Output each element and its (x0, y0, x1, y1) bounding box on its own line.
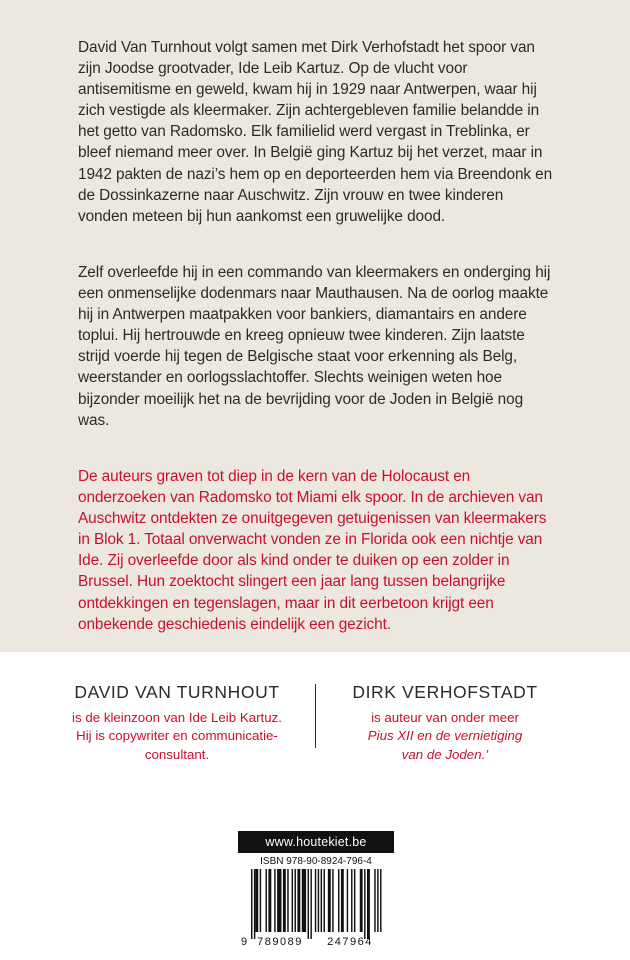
barcode-bar (338, 869, 339, 932)
barcode-bar (266, 869, 267, 932)
barcode-bars (251, 869, 382, 939)
publisher-website-label: www.houtekiet.be (238, 831, 394, 853)
barcode-bar (328, 869, 331, 932)
author-bio-dirk (320, 709, 570, 764)
author-bio-line: consultant. (144, 746, 210, 762)
barcode-bar (274, 869, 275, 932)
author-name-david: DAVID VAN TURNHOUT (74, 682, 280, 702)
barcode-bar (295, 869, 296, 932)
barcode-graphic (238, 869, 394, 949)
barcode-bar (324, 869, 325, 932)
barcode-bar (341, 869, 344, 932)
barcode-bar (297, 869, 300, 932)
author-bio-line (320, 727, 570, 745)
blurb-paragraph-1: David Van Turnhout volgt samen met Dirk Verhofstadt het spoor van zijn Joodse grootvader, Ide Leib Kartuz. Op de vlucht voor antisemitisme en geweld, kwam hij in 1929 naar Antwerpen, waar hij zich vestigde als kleermaker. Zijn achtergebleven familie belandde in het getto van Radomsko. Elk familielid werd vergast in Treblinka, er bleef niemand meer over. In België ging Kartuz bij het verzet, maar in 1942 pakten de nazi’s hem op en deporteerden hem via Breendonk en de Dossinkazerne naar Auschwitz. Zijn vrouw en twee kinderen vonden meteen bij hun aankomst een gruwelijke dood. (78, 39, 553, 225)
isbn-number: ISBN 978-90-8924-796-4 (260, 856, 372, 867)
blurb-paragraph-2: Zelf overleefde hij in een commando van kleermakers en onderging hij een onmenselijke dodenmars naar Mauthausen. Na de oorlog maakte hij in Antwerpen maatpakken voor bankiers, diamantairs en andere toplui. Hij hertrouwde en kreeg opnieuw twee kinderen. Zijn laatste strijd voerde hij tegen de Belgische staat voor erkenning als Belg, weerstander en oorlogsslachtoffer. Slechts weinigen weten hoe bijzonder moeilijk het na de bevrijding voor de Joden in België nog was. (78, 264, 551, 429)
barcode-bar (254, 869, 255, 939)
author-bio-line: is de kleinzoon van Ide Leib Kartuz. (72, 710, 282, 725)
barcode-bar (302, 869, 306, 932)
barcode-bar (255, 869, 258, 932)
barcode-bar (321, 869, 322, 932)
book-title: Pius XII en de vernietiging (367, 728, 523, 744)
author-block-dirk (320, 680, 570, 764)
author-bio-line: is auteur van onder meer (371, 710, 519, 725)
barcode-bar (360, 869, 363, 932)
barcode-bar (354, 869, 355, 932)
barcode-bar (251, 869, 252, 939)
barcode-bar (315, 869, 316, 932)
barcode-bar (347, 869, 348, 932)
author-name-dirk: DIRK VERHOFSTADT (352, 682, 538, 702)
book-title: van de Joden.’ (401, 746, 489, 762)
barcode-bar (367, 869, 370, 939)
barcode-bar (308, 869, 309, 939)
barcode-bar (277, 869, 281, 932)
barcode-left-digits: 789089 (257, 936, 303, 948)
barcode-bar (364, 869, 365, 939)
barcode-bar (268, 869, 271, 932)
barcode-bar (377, 869, 378, 932)
barcode-bar (310, 869, 311, 939)
barcode-bar (260, 869, 261, 932)
barcode-bar (374, 869, 375, 932)
barcode-bar (332, 869, 333, 932)
barcode-right-digits: 247964 (327, 936, 373, 948)
barcode-bar (283, 869, 286, 932)
blurb-paragraph-3: De auteurs graven tot diep in de kern van de Holocaust en onderzoeken van Radomsko tot Miami elk spoor. In de archieven van Auschwitz ontdekten ze onuitgegeven getuigenissen van kleermakers in Blok 1. Totaal onverwacht vonden ze in Florida ook een nichtje van Ide. Zij overleefde door als kind onder te duiken op een zolder in Brussel. Hun zoektocht slingert een jaar lang tussen belangrijke ontdekkingen en tegenslagen, maar in dit eerbetoon krijgt een onbekende geschiedenis eindelijk een gezicht. (78, 468, 547, 633)
author-bio-line: Hij is copywriter en communicatie- (76, 728, 278, 744)
barcode-first-digit: 9 (241, 936, 248, 948)
barcode-bar (318, 869, 319, 932)
author-bio-david (52, 709, 302, 764)
barcode-bar (351, 869, 352, 932)
author-bio-line (320, 746, 570, 764)
author-divider (315, 684, 316, 748)
isbn-barcode-block (238, 853, 394, 950)
author-block-david (52, 680, 302, 764)
barcode-bar (292, 869, 293, 932)
barcode-bar (287, 869, 288, 932)
barcode-bar (380, 869, 381, 932)
